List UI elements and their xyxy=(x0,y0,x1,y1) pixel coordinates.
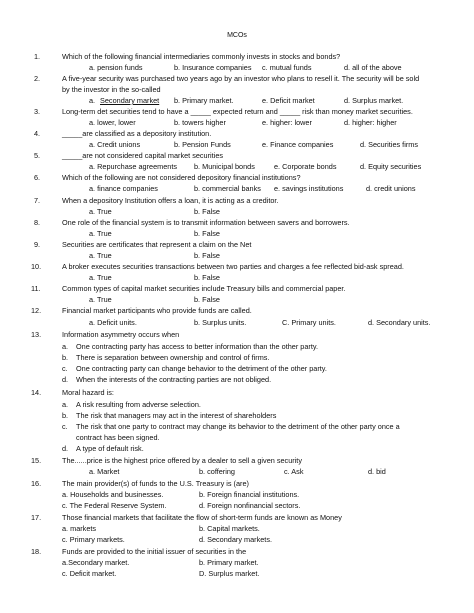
question-number: 10. xyxy=(31,262,42,271)
option-a: Secondary market xyxy=(100,96,160,105)
question-text: Securities are certificates that represent a claim on the Net xyxy=(62,240,252,249)
option-a: a. True xyxy=(89,207,112,216)
question-text: One role of the financial system is to transmit information between savers and borrowers. xyxy=(62,218,350,227)
option-b: b. False xyxy=(194,273,220,282)
option-b: b. Capital markets. xyxy=(199,524,260,533)
option-b: b. commercial banks xyxy=(194,184,261,193)
option-c: C. Primary units. xyxy=(282,318,336,327)
question-text: The......price is the highest price offered by a dealer to sell a given security xyxy=(62,456,302,465)
option-d: d. Surplus market. xyxy=(344,96,404,105)
question-number: 1. xyxy=(34,52,41,61)
question-text: Financial market participants who provide funds are called. xyxy=(62,306,252,315)
option-d: d. Foreign nonfinancial sectors. xyxy=(199,501,301,510)
question-number: 7. xyxy=(34,196,41,205)
question-number: 12. xyxy=(31,306,42,315)
option-a: a. True xyxy=(89,229,112,238)
option-b: b. Surplus units. xyxy=(194,318,247,327)
option-c-label: c. xyxy=(62,364,68,373)
question-number: 11. xyxy=(31,284,41,293)
option-a: a. Deficit units. xyxy=(89,318,137,327)
page-title: MCOs xyxy=(227,32,247,39)
option-d: A type of default risk. xyxy=(76,444,144,453)
option-d: d. Secondary units. xyxy=(368,318,431,327)
option-a: A risk resulting from adverse selection. xyxy=(76,400,201,409)
question-text: by the investor in the so-called xyxy=(62,85,161,94)
question-number: 17. xyxy=(31,513,42,522)
option-a: a. Credit unions xyxy=(89,140,141,149)
question-text: Funds are provided to the initial issuer of securities in the xyxy=(62,547,247,556)
option-c: c. Deficit market. xyxy=(62,569,117,578)
option-d: d. Secondary markets. xyxy=(199,535,273,544)
question-number: 5. xyxy=(34,151,41,160)
option-d: d. all of the above xyxy=(344,63,402,72)
option-a: a. pension funds xyxy=(89,63,143,72)
option-b: b. False xyxy=(194,295,220,304)
question-text: _____are not considered capital market securities xyxy=(62,151,224,160)
question-number: 16. xyxy=(31,479,42,488)
question-number: 2. xyxy=(34,74,41,83)
option-c: One contracting party can change behavior to the detriment of the other party. xyxy=(76,364,327,373)
option-c: c. Ask xyxy=(284,467,304,476)
option-d: d. Equity securities xyxy=(360,162,422,171)
option-a: a. lower, lower xyxy=(89,118,136,127)
option-a: One contracting party has access to better information than the other party. xyxy=(76,342,319,351)
option-c: e. Corporate bonds xyxy=(274,162,337,171)
question-number: 13. xyxy=(31,330,42,339)
option-a: a. Households and businesses. xyxy=(62,490,164,499)
option-c: e. higher: lower xyxy=(262,118,312,127)
option-b: b. Primary market. xyxy=(199,558,259,567)
option-d: d. Securities firms xyxy=(360,140,418,149)
question-text: _____are classified as a depository institution. xyxy=(62,129,212,138)
option-c-label: c. xyxy=(62,422,68,431)
question-text: Common types of capital market securities include Treasury bills and commercial paper. xyxy=(62,284,346,293)
option-b-label: b. xyxy=(62,411,69,420)
option-a: a. Repurchase agreements xyxy=(89,162,178,171)
option-d-label: d. xyxy=(62,375,69,384)
option-b: b. Insurance companies xyxy=(174,63,252,72)
question-text: Which of the following are not considered depository financial institutions? xyxy=(62,173,301,182)
option-b: b. False xyxy=(194,229,220,238)
option-b: b. coffering xyxy=(199,467,235,476)
question-text: A five-year security was purchased two years ago by an investor who plans to resell it. The security will be sold xyxy=(62,74,420,83)
option-d: When the interests of the contracting parties are not obliged. xyxy=(76,375,272,384)
option-a-label: a. xyxy=(62,400,69,409)
question-number: 4. xyxy=(34,129,41,138)
question-text: The main provider(s) of funds to the U.S. Treasury is (are) xyxy=(62,479,249,488)
option-b: b. Pension Funds xyxy=(174,140,231,149)
option-a-label: a. xyxy=(62,342,69,351)
option-d: d. higher: higher xyxy=(344,118,397,127)
question-text: When a depository Institution offers a loan, it is acting as a creditor. xyxy=(62,196,279,205)
option-a: a. True xyxy=(89,273,112,282)
question-number: 18. xyxy=(31,547,42,556)
question-text: Moral hazard is: xyxy=(62,388,114,397)
option-d-label: d. xyxy=(62,444,69,453)
option-b-label: b. xyxy=(62,353,69,362)
option-b: b. Primary market. xyxy=(174,96,234,105)
option-b: b. Municipal bonds xyxy=(194,162,255,171)
option-c: c. mutual funds xyxy=(262,63,312,72)
option-a-label: a. xyxy=(89,96,96,105)
option-b: b. Foreign financial institutions. xyxy=(199,490,300,499)
option-a: a. True xyxy=(89,251,112,260)
option-b: The risk that managers may act in the interest of shareholders xyxy=(76,411,277,420)
option-d: d. bid xyxy=(368,467,386,476)
option-d: d. credit unions xyxy=(366,184,416,193)
question-text: A broker executes securities transactions between two parties and charges a fee reflected bid-ask spread. xyxy=(62,262,404,271)
option-a: a. True xyxy=(89,295,112,304)
option-c: c. Primary markets. xyxy=(62,535,125,544)
question-number: 3. xyxy=(34,107,41,116)
option-c: c. The Federal Reserve System. xyxy=(62,501,167,510)
option-c-continued: contract has been signed. xyxy=(76,433,160,442)
question-text: Those financial markets that facilitate the flow of short-term funds are known as Money xyxy=(62,513,342,522)
option-a: a. finance companies xyxy=(89,184,158,193)
option-c: e. Deficit market xyxy=(262,96,315,105)
option-c: e. Finance companies xyxy=(262,140,334,149)
question-number: 6. xyxy=(34,173,41,182)
option-c: e. savings institutions xyxy=(274,184,344,193)
question-text: Which of the following financial intermediaries commonly invests in stocks and bonds? xyxy=(62,52,341,61)
question-number: 15. xyxy=(31,456,42,465)
question-number: 8. xyxy=(34,218,41,227)
option-a: a.Secondary market. xyxy=(62,558,130,567)
option-a: a. markets xyxy=(62,524,97,533)
option-b: b. False xyxy=(194,251,220,260)
option-a: a. Market xyxy=(89,467,120,476)
option-d: D. Surplus market. xyxy=(199,569,260,578)
question-text: Information asymmetry occurs when xyxy=(62,330,180,339)
question-number: 14. xyxy=(31,388,42,397)
option-b: b. towers higher xyxy=(174,118,226,127)
option-b: There is separation between ownership and control of firms. xyxy=(76,353,270,362)
option-b: b. False xyxy=(194,207,220,216)
question-number: 9. xyxy=(34,240,41,249)
question-text: Long-term det securities tend to have a _____ expected return and _____ risk than money market securities. xyxy=(62,107,413,116)
option-c: The risk that one party to contract may change its behavior to the detriment of the other party once a xyxy=(76,422,400,431)
